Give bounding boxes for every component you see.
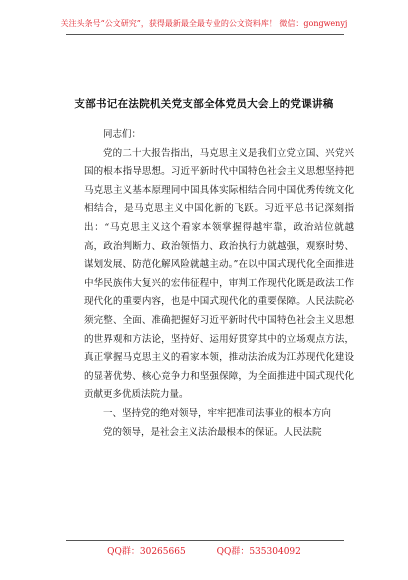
- footer-qq-group-2: QQ群：535304092: [216, 547, 301, 557]
- paragraph-intro: 党的二十大报告指出，马克思主义是我们立党立国、兴党兴国的根本指导思想。习近平新时代中国特色社会主义思想坚持把马克思主义基本原理同中国具体实际相结合同中国优秀传统文化相结合，是马克思主义中国化新的飞跃。习近平总书记深刻指出：“马克思主义这个看家本领掌握得越牢靠，政治站位就越高，政治判断力、政治领悟力、政治执行力就越强，观察时势、谋划发展、防范化解风险就越主动。”在以中国式现代化全面推进中华民族伟大复兴的宏伟征程中，审判工作现代化既是政法工作现代化的重要内容，也是中国式现代化的重要保障。人民法院必须完整、全面、准确把握好习近平新时代中国特色社会主义思想的世界观和方法论，坚持好、运用好贯穿其中的立场观点方法，真正掌握马克思主义的看家本领，推动法治成为江苏现代化建设的显著优势、核心竞争力和坚强保障，为全面推进中国式现代化贡献更多优质法院力量。: [84, 147, 354, 401]
- document-body: [84, 122, 354, 542]
- paragraph-section-1: 党的领导，是社会主义法治最根本的保证。人民法院: [103, 426, 322, 438]
- footer-divider: [66, 540, 344, 541]
- document-title: 支部书记在法院机关党支部全体党员大会上的党课讲稿: [74, 98, 334, 110]
- salutation: 同志们：: [103, 129, 142, 140]
- section-heading-1: 一、坚持党的绝对领导，牢牢把准司法事业的根本方向: [103, 407, 332, 419]
- header-banner: 关注头条号“公文研究”，获得最新最全最专业的公文资料库！ 微信：gongwenyj: [60, 19, 348, 28]
- footer: [0, 544, 408, 557]
- footer-qq-group-1: QQ群：30265665: [107, 547, 186, 557]
- header-divider: [66, 34, 344, 35]
